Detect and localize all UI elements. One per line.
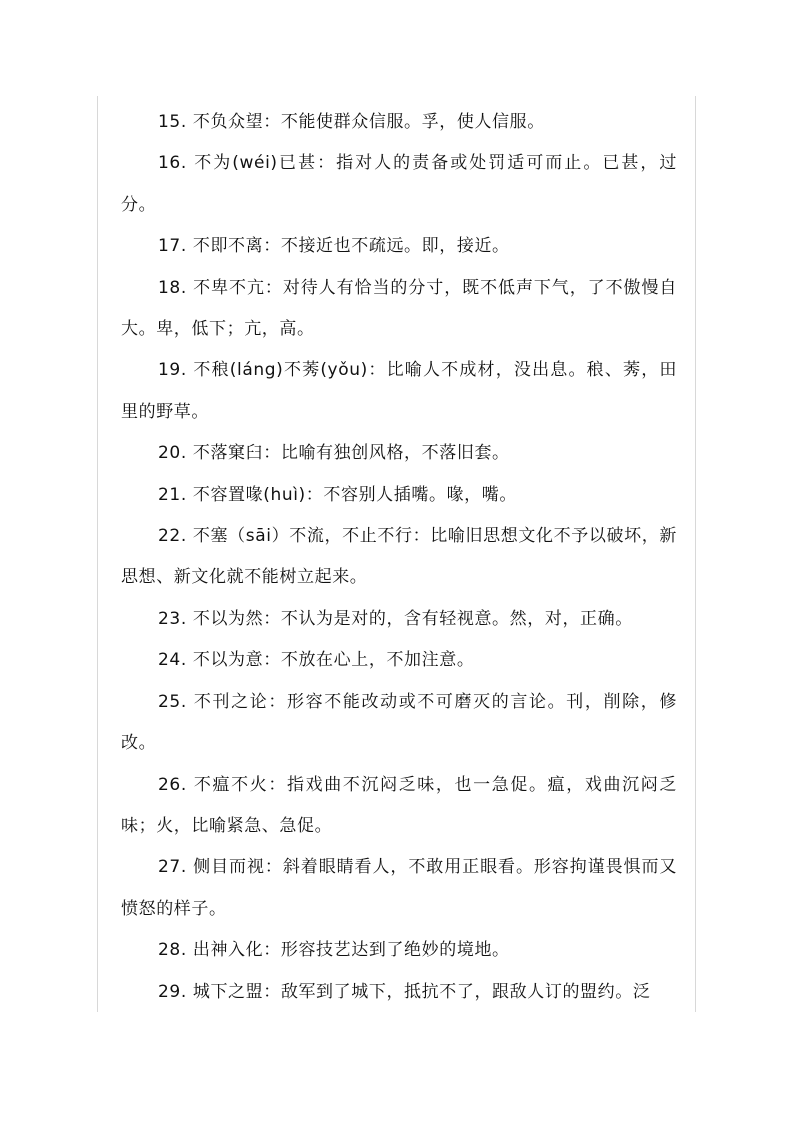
list-item: 24. 不以为意：不放在心上，不加注意。 [158, 650, 475, 671]
list-item: 27. 侧目而视：斜着眼睛看人，不敢用正眼看。形容拘谨畏惧而又愤怒的样子。 [121, 857, 677, 919]
list-item: 23. 不以为然：不认为是对的，含有轻视意。然，对，正确。 [158, 608, 633, 629]
list-item: 15. 不负众望：不能使群众信服。孚，使人信服。 [158, 112, 545, 132]
list-item: 17. 不即不离：不接近也不疏远。即，接近。 [158, 236, 510, 257]
list-item: 19. 不稂(láng)不莠(yǒu)：比喻人不成材，没出息。稂、莠，田里的野草。 [121, 360, 677, 422]
list-item: 26. 不瘟不火：指戏曲不沉闷乏味，也一急促。瘟，戏曲沉闷乏味；火，比喻紧急、急促。 [121, 774, 677, 836]
list-item: 21. 不容置喙(huì)：不容别人插嘴。喙，嘴。 [158, 484, 517, 505]
list-item: 20. 不落窠臼：比喻有独创风格，不落旧套。 [158, 443, 510, 464]
list-item: 28. 出神入化：形容技艺达到了绝妙的境地。 [158, 940, 510, 961]
document-page [97, 96, 696, 1012]
list-item: 18. 不卑不亢：对待人有恰当的分寸，既不低声下气，了不傲慢自大。卑，低下；亢，高。 [121, 277, 677, 340]
list-item: 25. 不刊之论：形容不能改动或不可磨灭的言论。刊，削除，修改。 [121, 691, 677, 754]
idiom-list [121, 102, 677, 1012]
list-item: 16. 不为(wéi)已甚：指对人的责备或处罚适可而止。已甚，过分。 [121, 153, 677, 215]
list-item: 29. 城下之盟：敌军到了城下，抵抗不了，跟敌人订的盟约。泛 [158, 981, 651, 1002]
list-item: 22. 不塞（sāi）不流，不止不行：比喻旧思想文化不予以破坏，新思想、新文化就不能树立起来。 [121, 526, 677, 588]
